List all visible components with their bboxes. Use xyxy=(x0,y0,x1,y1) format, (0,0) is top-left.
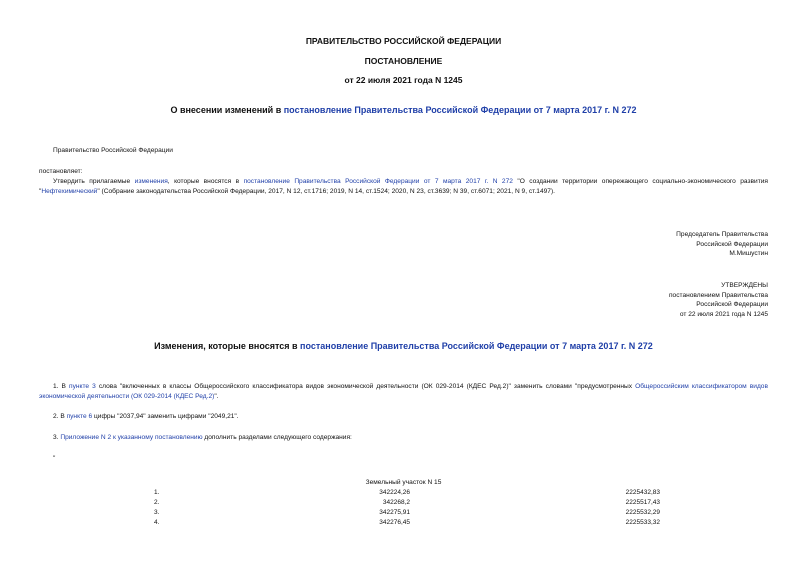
table-row xyxy=(0,488,807,498)
item-3-link-appendix[interactable]: Приложение N 2 к указанному постановлению xyxy=(60,434,203,441)
preamble-paragraph xyxy=(39,177,768,196)
row-y: 2225533,32 xyxy=(625,519,660,526)
government-name: ПРАВИТЕЛЬСТВО РОССИЙСКОЙ ФЕДЕРАЦИИ xyxy=(305,36,502,46)
p1-text-d: " (Собрание законодательства Российской Федерации, 2017, N 12, ст.1716; 2019, N 14, ст.1524; 2020, N 23, ст.3639; N 39, ст.6071; 2021, N 9, ст.1497). xyxy=(97,187,555,195)
row-number: 3. xyxy=(154,509,160,516)
item-3-text-a: 3. xyxy=(53,434,61,441)
approval-line-1: УТВЕРЖДЕНЫ xyxy=(721,282,768,289)
item-1-text-a: 1. В xyxy=(53,383,70,390)
item-2-text-a: 2. В xyxy=(53,413,67,420)
opening-quote: " xyxy=(53,455,56,462)
row-x: 342224,26 xyxy=(379,489,410,496)
title-link[interactable]: постановление Правительства Российской Федерации от 7 марта 2017 г. N 272 xyxy=(283,105,637,115)
row-number: 4. xyxy=(154,519,160,526)
table-row xyxy=(0,498,807,508)
item-1-link-point3[interactable]: пункте 3 xyxy=(69,383,96,390)
document-type: ПОСТАНОВЛЕНИЕ xyxy=(364,56,443,66)
row-y: 2225432,83 xyxy=(625,489,660,496)
changes-title-link[interactable]: постановление Правительства Российской Федерации от 7 марта 2017 г. N 272 xyxy=(300,341,653,351)
changes-title xyxy=(0,341,807,351)
table-caption: Земельный участок N 15 xyxy=(365,479,442,486)
item-1-text-b: слова "включенных в классы Общероссийского классификатора видов экономической деятельности (ОК 029-2014 (КДЕС Ред.2)" заменить словами "предусмотренных xyxy=(95,383,636,390)
row-y: 2225532,29 xyxy=(625,509,660,516)
preamble-decides: постановляет: xyxy=(39,168,83,175)
p1-text-a: Утвердить прилагаемые xyxy=(53,178,135,185)
item-1-text-c: ". xyxy=(214,392,219,400)
item-2-text-b: цифры "2037,94" заменить цифрами "2049,21". xyxy=(92,413,239,420)
row-number: 1. xyxy=(154,489,160,496)
row-number: 2. xyxy=(154,499,160,506)
document-date-number: от 22 июля 2021 года N 1245 xyxy=(344,75,463,85)
p1-link-changes[interactable]: изменения xyxy=(134,178,168,185)
item-3 xyxy=(53,433,352,443)
approval-line-3: Российской Федерации xyxy=(696,301,768,308)
item-1-link-okved[interactable]: Общероссийским классификатором видов экономической деятельности (ОК 029-2014 (КДЕС Ред.2) xyxy=(39,383,768,400)
approval-line-2: постановлением Правительства xyxy=(668,291,768,299)
item-3-text-b: дополнить разделами следующего содержания: xyxy=(202,434,352,441)
p1-text-b: , которые вносятся в xyxy=(167,178,244,185)
approval-line-4: от 22 июля 2021 года N 1245 xyxy=(679,310,768,318)
title-prefix: О внесении изменений в xyxy=(170,105,284,115)
table-row xyxy=(0,508,807,518)
changes-title-prefix: Изменения, которые вносятся в xyxy=(154,341,301,351)
row-y: 2225517,43 xyxy=(625,499,660,506)
document-title xyxy=(0,105,807,115)
p1-link-neftekhim[interactable]: Нефтехимический xyxy=(41,187,98,195)
signature-line-1: Председатель Правительства xyxy=(676,231,768,238)
item-2-link-point6[interactable]: пункте 6 xyxy=(66,413,93,420)
p1-text-c: "О создании территории опережающего социально-экономического развития " xyxy=(39,178,768,195)
table-row xyxy=(0,518,807,528)
item-1 xyxy=(39,382,768,401)
approval-block xyxy=(468,281,768,319)
row-x: 342268,2 xyxy=(382,499,410,506)
signature-line-3: М.Мишустин xyxy=(729,250,768,257)
p1-link-decree[interactable]: постановление Правительства Российской Федерации от 7 марта 2017 г. N 272 xyxy=(243,178,513,185)
signature-line-2: Российской Федерации xyxy=(696,240,768,248)
signature-block xyxy=(468,230,768,259)
preamble-subject: Правительство Российской Федерации xyxy=(53,147,173,154)
item-2 xyxy=(53,412,239,422)
row-x: 342275,91 xyxy=(379,509,410,516)
row-x: 342276,45 xyxy=(379,519,410,526)
